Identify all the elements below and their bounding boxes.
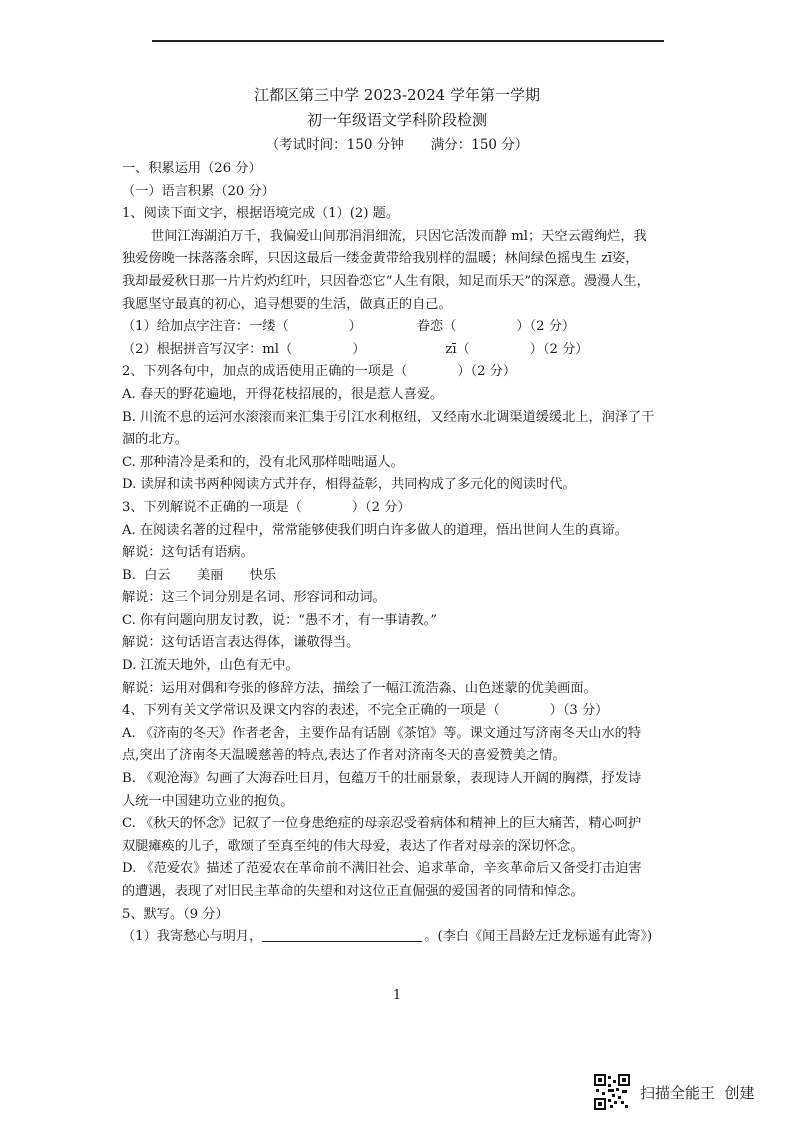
q4-option-c-cont: 双腿瘫痪的儿子，歌颂了至真至纯的伟大母爱，表达了作者对母亲的深切怀念。 — [122, 838, 584, 854]
q4-option-c: C. 《秋天的怀念》记叙了一位身患绝症的母亲忍受着病体和精神上的巨大痛苦，精心呵护 — [122, 816, 642, 832]
q1-passage-line: 世间江海湖泊万千，我偏爱山间那涓涓细流，只因它活泼而静 ml；天空云霞绚烂，我 — [151, 228, 647, 244]
exam-body — [122, 158, 700, 949]
q3-option-a: A. 在阅读名著的过程中，常常能够使我们明白许多做人的道理，悟出世间人生的真谛。 — [122, 522, 628, 538]
q3-option-b-explanation: 解说：这三个词分别是名词、形容词和动词。 — [122, 590, 386, 606]
q2-option-b-cont: 涸的北方。 — [122, 432, 188, 448]
scanner-watermark: 扫描全能王 创建 — [640, 1084, 755, 1102]
q3-stem: 3、下列解说不正确的一项是（ ）（2 分） — [122, 499, 411, 515]
q4-option-d: D. 《范爱农》描述了范爱农在革命前不满旧社会、追求革命，辛亥革命后又备受打击迫害 — [122, 861, 642, 877]
q4-option-a: A. 《济南的冬天》作者老舍，主要作品有话剧《茶馆》等。课文通过写济南冬天山水的特 — [122, 725, 642, 741]
q4-option-d-cont: 的遭遇，表现了对旧民主革命的失望和对这位正直倔强的爱国者的同情和悼念。 — [122, 884, 584, 899]
q1-passage-line: 我愿坚守最真的初心，追寻想要的生活，做真正的自己。 — [122, 296, 452, 312]
q3-option-c-explanation: 解说：这句话语言表达得体，谦敬得当。 — [122, 635, 360, 651]
q5-item1: （1）我寄愁心与明月， 。(李白《闻王昌龄左迁龙标遥有此寄》) — [122, 929, 653, 945]
q3-option-c: C. 你有问题向朋友讨教，说：“愚不才，有一事请教。” — [122, 612, 438, 628]
q1-part1: （1）给加点字注音：一缕（ ） 眷恋（ ）（2 分） — [122, 319, 576, 335]
answer-line[interactable] — [262, 927, 422, 942]
q1-stem: 1、阅读下面文字，根据语境完成（1）(2) 题。 — [122, 206, 400, 222]
exam-title: 江都区第三中学 2023-2024 学年第一学期 — [254, 86, 540, 104]
exam-subtitle: 初一年级语文学科阶段检测 — [306, 111, 487, 129]
q3-option-b: B. 白云 美丽 快乐 — [122, 567, 277, 583]
top-rule — [152, 40, 664, 42]
q1-part2: （2）根据拼音写汉字：ml（ ） zī（ ）（2 分） — [122, 341, 589, 357]
q2-option-c: C. 那种清冷是柔和的，没有北风那样咄咄逼人。 — [122, 454, 404, 470]
q4-option-a-cont: 点,突出了济南冬天温暖慈善的特点,表达了作者对济南冬天的喜爱赞美之情。 — [122, 748, 566, 764]
q2-option-a: A. 春天的野花遍地，开得花枝招展的，很是惹人喜爱。 — [122, 386, 444, 402]
section-title: 一、积累运用（26 分） — [122, 161, 262, 176]
page-number: 1 — [392, 988, 402, 1003]
q5-stem: 5、默写。（9 分） — [122, 906, 229, 922]
qr-code-icon — [594, 1074, 630, 1110]
q2-stem: 2、下列各句中，加点的成语使用正确的一项是（ ）（2 分） — [122, 364, 517, 380]
q1-passage-line: 独爱傍晚一抹落落余晖，只因这最后一缕金黄带给我别样的温暖；林间绿色摇曳生 zī姿， — [122, 251, 639, 267]
q3-option-d-explanation: 解说：运用对偶和夸张的修辞方法，描绘了一幅江流浩淼、山色迷蒙的优美画面。 — [122, 680, 597, 696]
q1-passage-line: 我却最爱秋日那一片片灼灼红叶，只因眷恋它“人生有限，知足而乐天”的深意。漫漫人生， — [122, 273, 650, 289]
q3-option-a-explanation: 解说：这句话有语病。 — [122, 545, 254, 561]
exam-info: （考试时间：150 分钟 满分：150 分） — [265, 137, 529, 153]
q3-option-d: D. 江流天地外，山色有无中。 — [122, 658, 299, 674]
q4-option-b-cont: 人统一中国建功立业的抱负。 — [122, 793, 294, 809]
q2-option-d: D. 读屏和读书两种阅读方式并存，相得益彰，共同构成了多元化的阅读时代。 — [122, 477, 576, 493]
q4-stem: 4、下列有关文学常识及课文内容的表述，不完全正确的一项是（ ）（3 分） — [122, 703, 609, 719]
q4-option-b: B. 《观沧海》勾画了大海吞吐日月，包蕴万千的壮丽景象，表现诗人开阔的胸襟，抒发诗 — [122, 771, 642, 787]
subsection-title: （一）语言积累（20 分） — [122, 183, 275, 199]
q2-option-b: B. 川流不息的运河水滚滚而来汇集于引江水利枢纽，又经南水北调渠道缓缓北上，润泽了干 — [122, 409, 655, 425]
